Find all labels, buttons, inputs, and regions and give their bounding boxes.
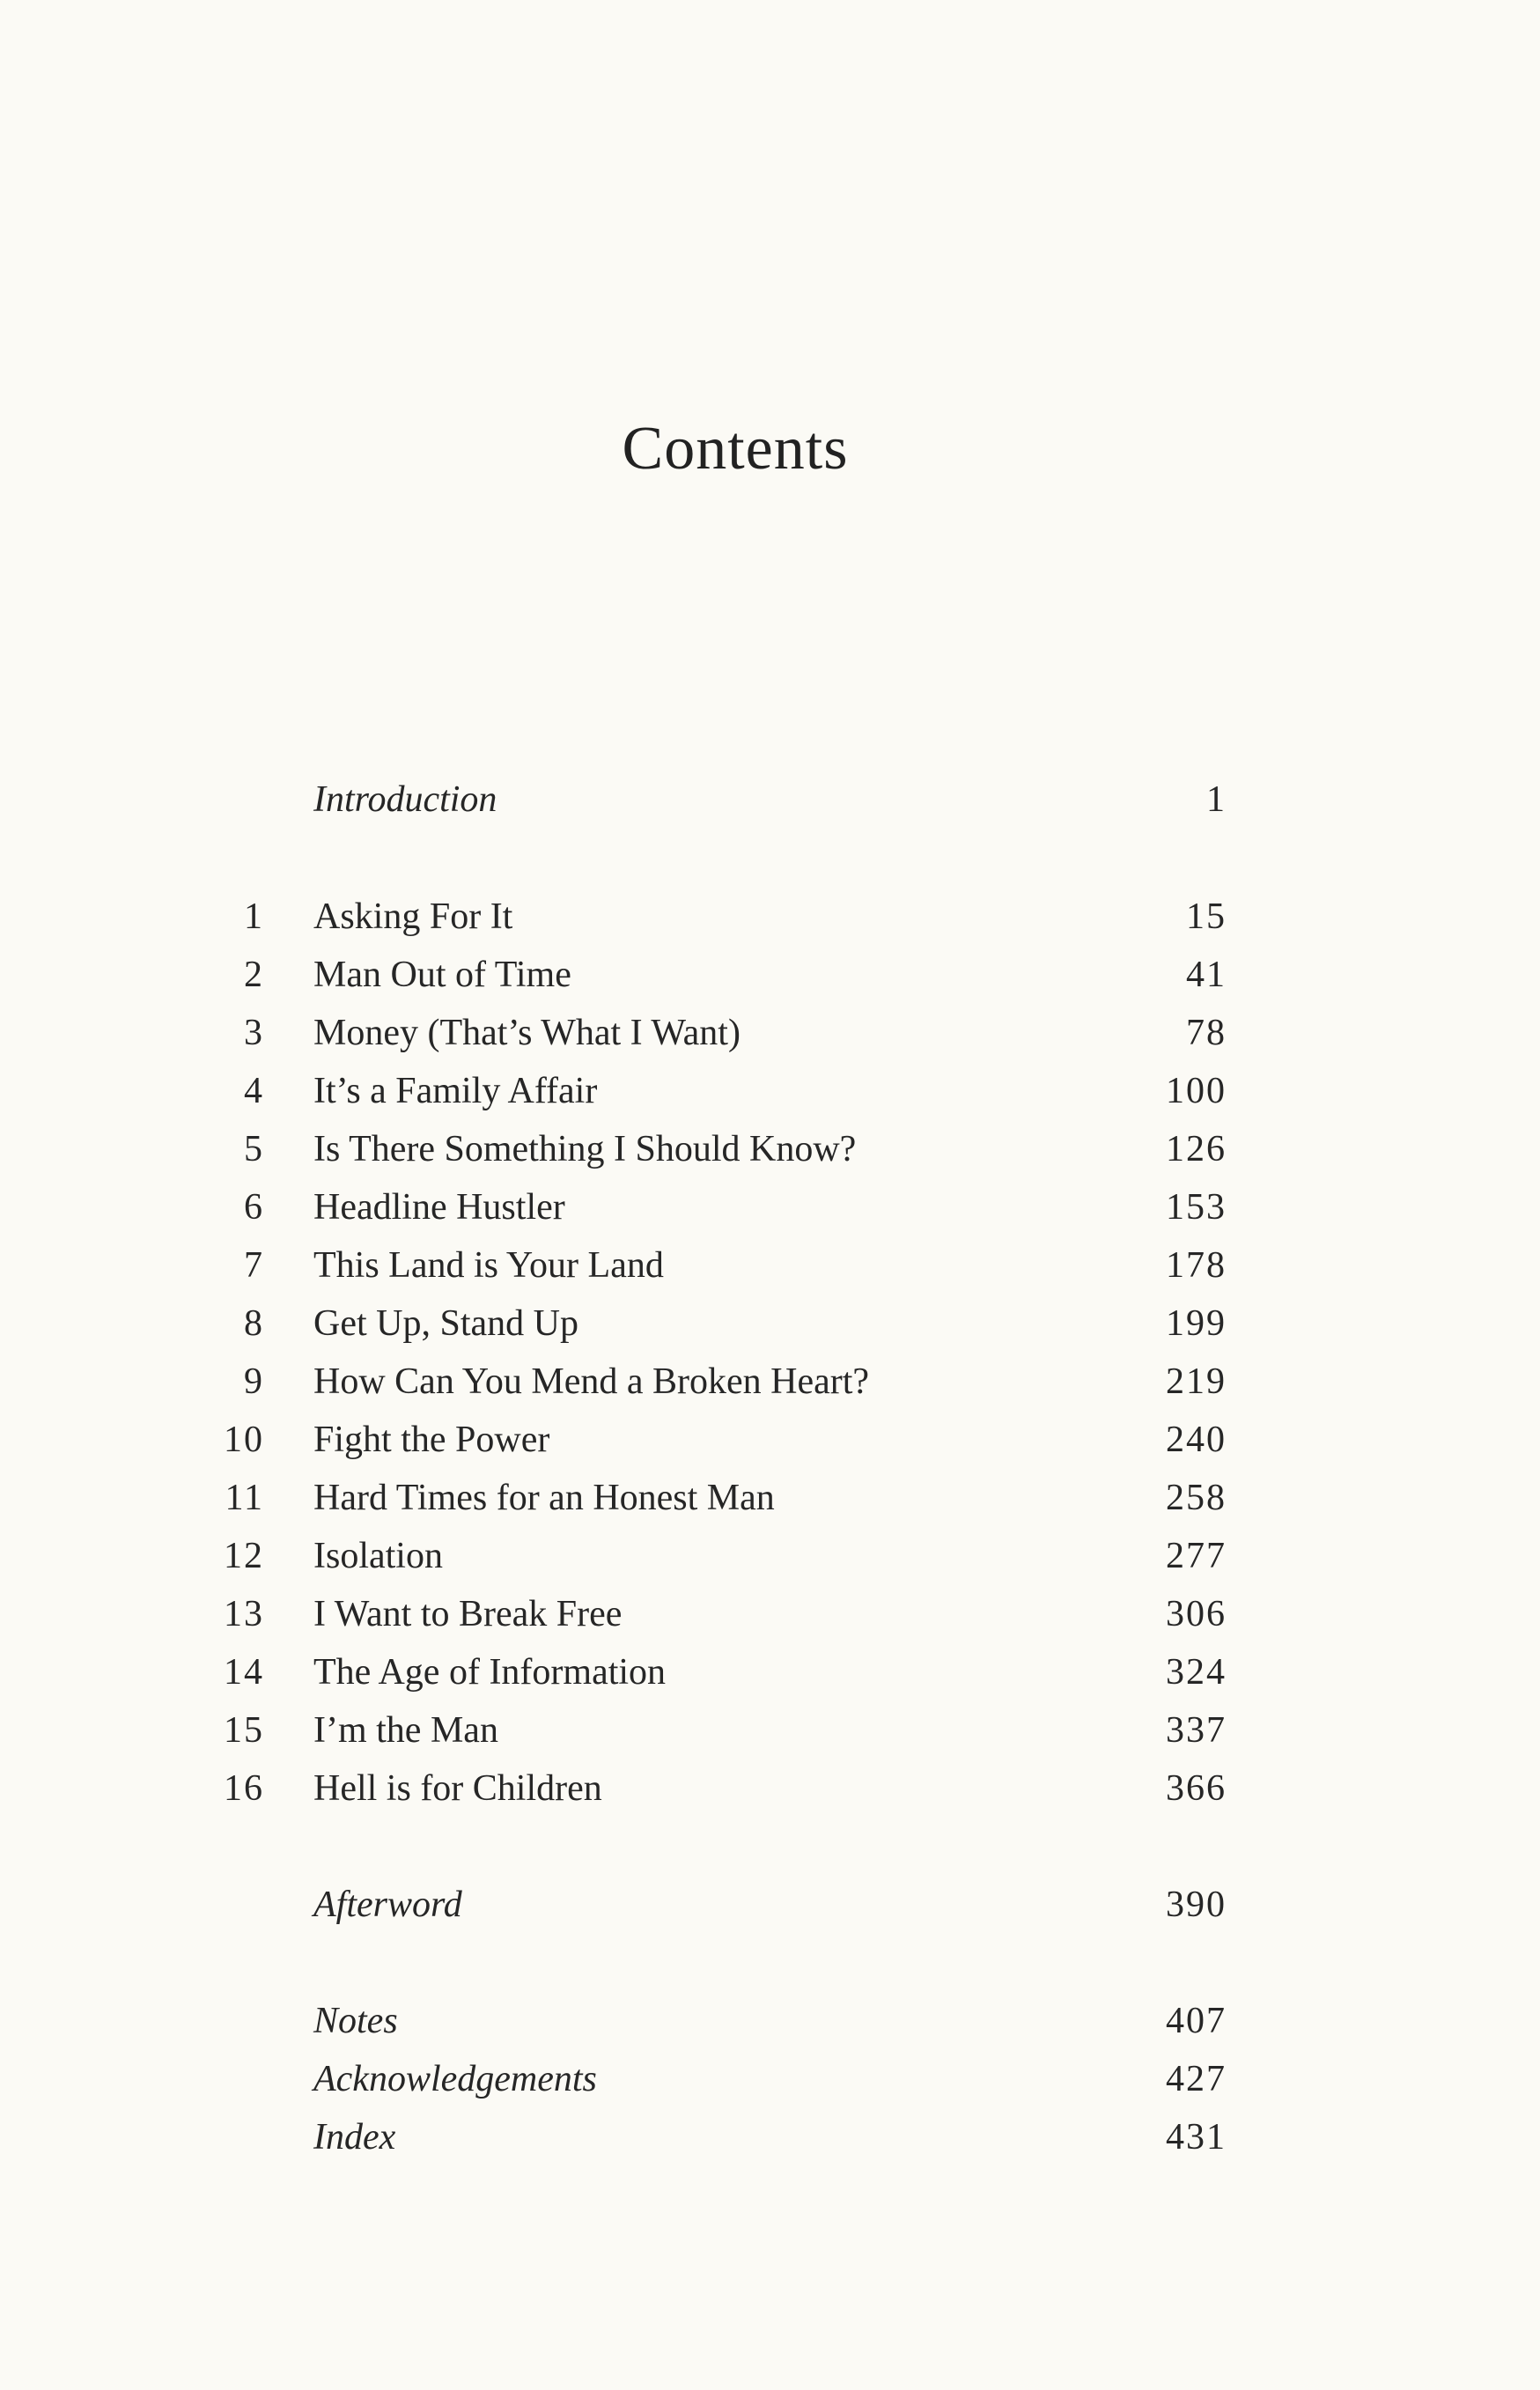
chapter-page: 153 [1166, 1187, 1227, 1228]
toc-entry-chapter-3[interactable] [0, 1004, 1540, 1062]
chapter-title: This Land is Your Land [313, 1245, 664, 1286]
toc-entry-acknowledgements[interactable] [0, 2050, 1540, 2108]
chapter-number: 5 [244, 1129, 264, 1169]
chapter-page: 240 [1166, 1420, 1227, 1460]
chapter-page: 219 [1166, 1361, 1227, 1402]
chapter-title: Fight the Power [313, 1420, 550, 1460]
toc-entry-page: 390 [1166, 1885, 1227, 1925]
toc-entry-label: Notes [313, 2001, 398, 2041]
chapter-page: 126 [1166, 1129, 1227, 1169]
chapter-page: 41 [1186, 955, 1227, 995]
chapter-number: 3 [244, 1013, 264, 1053]
toc-entry-chapter-4[interactable] [0, 1062, 1540, 1120]
chapter-number: 15 [224, 1710, 264, 1751]
chapter-number: 10 [224, 1420, 264, 1460]
toc-entry-afterword[interactable] [0, 1876, 1540, 1934]
chapter-page: 337 [1166, 1710, 1227, 1751]
page-title: Contents [622, 415, 849, 483]
toc-entry-chapter-2[interactable] [0, 946, 1540, 1004]
chapter-title: Get Up, Stand Up [313, 1303, 578, 1344]
toc-entry-label: Introduction [313, 779, 497, 820]
toc-entry-chapter-5[interactable] [0, 1120, 1540, 1178]
chapter-number: 1 [244, 896, 264, 937]
chapter-page: 366 [1166, 1768, 1227, 1809]
chapter-page: 100 [1166, 1071, 1227, 1111]
chapter-page: 306 [1166, 1594, 1227, 1634]
toc-entry-page: 1 [1206, 779, 1227, 820]
chapter-number: 7 [244, 1245, 264, 1286]
chapter-title: It’s a Family Affair [313, 1071, 598, 1111]
toc-entry-index[interactable] [0, 2108, 1540, 2166]
chapter-number: 2 [244, 955, 264, 995]
chapter-title: Asking For It [313, 896, 513, 937]
toc-entry-page: 407 [1166, 2001, 1227, 2041]
toc-entry-notes[interactable] [0, 1992, 1540, 2050]
toc-entry-page: 431 [1166, 2117, 1227, 2158]
chapter-number: 4 [244, 1071, 264, 1111]
chapter-page: 324 [1166, 1652, 1227, 1693]
toc-entry-chapter-8[interactable] [0, 1295, 1540, 1353]
chapter-title: The Age of Information [313, 1652, 667, 1693]
chapter-page: 199 [1166, 1303, 1227, 1344]
chapter-title: Hard Times for an Honest Man [313, 1478, 775, 1518]
chapter-number: 16 [224, 1768, 264, 1809]
chapter-title: How Can You Mend a Broken Heart? [313, 1361, 870, 1402]
chapter-title: Man Out of Time [313, 955, 571, 995]
toc-entry-chapter-6[interactable] [0, 1178, 1540, 1236]
toc-entry-chapter-13[interactable] [0, 1585, 1540, 1643]
toc-entry-label: Acknowledgements [313, 2059, 597, 2099]
toc-entry-chapter-10[interactable] [0, 1411, 1540, 1469]
chapter-title: I Want to Break Free [313, 1594, 623, 1634]
toc-entry-chapter-9[interactable] [0, 1353, 1540, 1411]
chapter-number: 13 [224, 1594, 264, 1634]
chapter-title: Hell is for Children [313, 1768, 602, 1809]
chapter-title: Is There Something I Should Know? [313, 1129, 857, 1169]
toc-entry-chapter-11[interactable] [0, 1469, 1540, 1527]
toc-entry-chapter-16[interactable] [0, 1759, 1540, 1818]
chapter-page: 15 [1186, 896, 1227, 937]
chapter-title: Money (That’s What I Want) [313, 1013, 741, 1053]
toc-entry-chapter-14[interactable] [0, 1643, 1540, 1701]
chapter-page: 258 [1166, 1478, 1227, 1518]
chapter-number: 6 [244, 1187, 264, 1228]
chapter-page: 277 [1166, 1536, 1227, 1576]
chapter-number: 12 [224, 1536, 264, 1576]
toc-entry-page: 427 [1166, 2059, 1227, 2099]
toc-entry-introduction[interactable] [0, 771, 1540, 829]
chapter-number: 14 [224, 1652, 264, 1693]
chapter-number: 11 [225, 1478, 264, 1518]
chapter-title: I’m the Man [313, 1710, 498, 1751]
toc-entry-label: Afterword [313, 1885, 462, 1925]
chapter-title: Isolation [313, 1536, 443, 1576]
toc-entry-chapter-1[interactable] [0, 888, 1540, 946]
chapter-number: 8 [244, 1303, 264, 1344]
toc-entry-chapter-12[interactable] [0, 1527, 1540, 1585]
chapter-page: 178 [1166, 1245, 1227, 1286]
chapter-page: 78 [1186, 1013, 1227, 1053]
chapter-title: Headline Hustler [313, 1187, 565, 1228]
chapter-number: 9 [244, 1361, 264, 1402]
toc-entry-chapter-7[interactable] [0, 1236, 1540, 1295]
toc-entry-label: Index [313, 2117, 396, 2158]
toc-entry-chapter-15[interactable] [0, 1701, 1540, 1759]
